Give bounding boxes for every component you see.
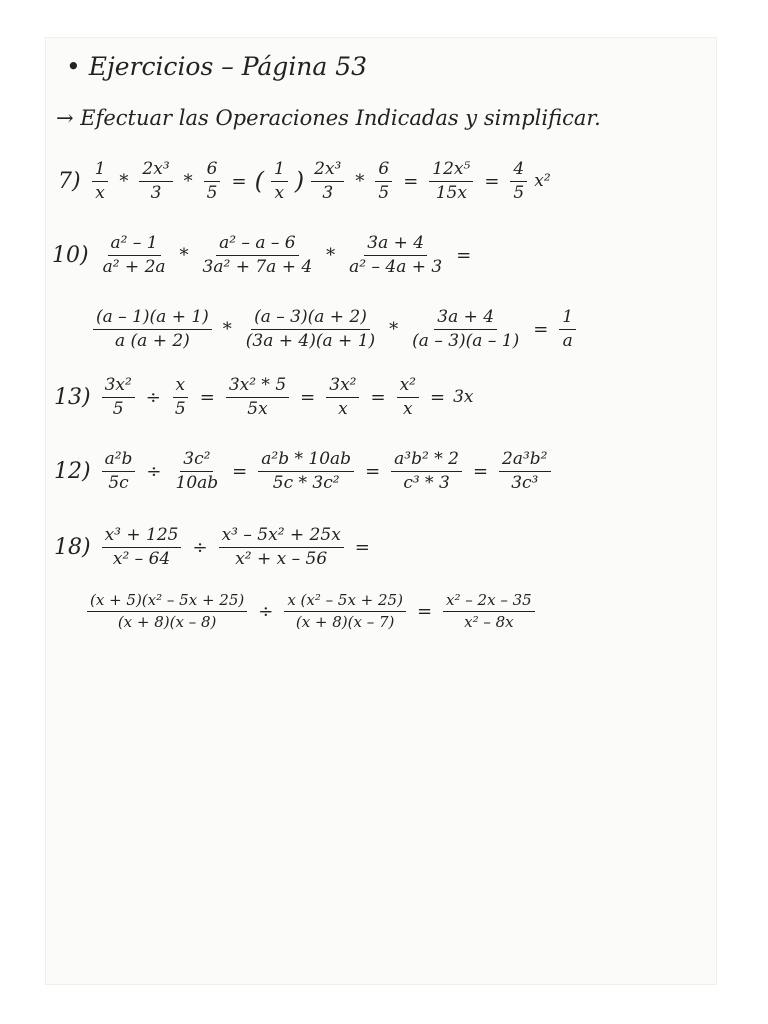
exercise-number: 10) (52, 242, 89, 268)
equals-sign: = (484, 170, 500, 192)
numerator: x² (397, 376, 419, 398)
numerator: x³ – 5x² + 25x (219, 526, 344, 548)
equals-sign: = (232, 460, 248, 482)
fraction (397, 376, 419, 418)
exercise-number: 13) (54, 384, 91, 410)
numerator: 3a + 4 (434, 308, 497, 330)
numerator: a³b² * 2 (391, 450, 462, 472)
exercise-7 (58, 160, 551, 202)
equals-sign: = (403, 170, 419, 192)
exercise-18 (54, 526, 376, 568)
fraction (139, 160, 172, 202)
denominator: x (338, 398, 348, 419)
operator: * (119, 170, 129, 192)
numerator: 2a³b² (499, 450, 550, 472)
operator: ÷ (192, 536, 208, 558)
denominator: 5 (513, 182, 525, 203)
equals-sign: = (456, 244, 472, 266)
instruction-line: → Efectuar las Operaciones Indicadas y simplificar. (56, 106, 601, 130)
exercise-10-step (88, 308, 581, 350)
fraction (326, 376, 359, 418)
fraction (92, 160, 109, 202)
fraction (93, 308, 212, 350)
fraction (271, 160, 288, 202)
numerator: a²b (102, 450, 136, 472)
equals-sign: = (354, 536, 370, 558)
denominator: c³ * 3 (403, 472, 450, 493)
denominator: 3c³ (511, 472, 539, 493)
denominator: 3 (150, 182, 162, 203)
numerator: a² – 1 (108, 234, 161, 256)
denominator: x (274, 182, 285, 203)
fraction (200, 234, 316, 276)
open-paren: ( (254, 167, 264, 196)
numerator: 3c² (180, 450, 213, 472)
equals-sign: = (416, 600, 433, 622)
numerator: 12x⁵ (429, 160, 473, 182)
fraction (258, 450, 354, 492)
result-term: 3x (453, 387, 474, 408)
denominator: x² + x – 56 (235, 548, 328, 569)
fraction (243, 308, 378, 350)
denominator: x² – 8x (464, 612, 514, 631)
exercise-number: 7) (58, 168, 81, 194)
operator: ÷ (146, 460, 162, 482)
numerator: x (x² – 5x + 25) (284, 592, 406, 612)
denominator: (a – 3)(a – 1) (412, 330, 520, 351)
fraction (102, 526, 182, 568)
numerator: x (173, 376, 189, 398)
equals-sign: = (365, 460, 381, 482)
numerator: 3x² * 5 (226, 376, 289, 398)
denominator: 5c * 3c² (272, 472, 340, 493)
denominator: a² + 2a (102, 256, 166, 277)
numerator: 3x² (102, 376, 135, 398)
equals-sign: = (472, 460, 489, 482)
fraction (219, 526, 344, 568)
exercise-10 (52, 234, 477, 276)
fraction (172, 376, 189, 418)
numerator: (x + 5)(x² – 5x + 25) (87, 592, 247, 612)
denominator: (3a + 4)(a + 1) (245, 330, 376, 351)
operator: * (222, 318, 232, 340)
numerator: 1 (92, 160, 109, 182)
fraction (102, 450, 136, 492)
denominator: a² – 4a + 3 (349, 256, 443, 277)
denominator: 5 (378, 182, 390, 203)
fraction (375, 160, 392, 202)
equals-sign: = (300, 386, 316, 408)
denominator: 3a² + 7a + 4 (202, 256, 313, 277)
fraction (443, 592, 535, 630)
numerator: a²b * 10ab (258, 450, 354, 472)
numerator: (a – 3)(a + 2) (251, 308, 370, 330)
equals-sign: = (370, 386, 386, 408)
numerator: 3a + 4 (364, 234, 427, 256)
denominator: 15x (435, 182, 467, 203)
equals-sign: = (533, 318, 549, 340)
denominator: 5 (206, 182, 218, 203)
fraction (284, 592, 406, 630)
denominator: (x + 8)(x – 8) (117, 612, 217, 631)
denominator: a (a + 2) (114, 330, 190, 351)
numerator: 2x³ (311, 160, 344, 182)
fraction (409, 308, 522, 350)
close-paren: ) (294, 167, 305, 196)
denominator: (x + 8)(x – 7) (295, 612, 395, 631)
result-term: x² (534, 171, 551, 192)
equals-sign: = (429, 386, 446, 408)
operator: ÷ (258, 600, 274, 622)
fraction (100, 234, 169, 276)
operator: * (389, 318, 399, 340)
denominator: 5 (174, 398, 186, 419)
fraction (102, 376, 135, 418)
denominator: x (95, 182, 105, 203)
fraction (173, 450, 222, 492)
page-title: • Ejercicios – Página 53 (66, 52, 368, 81)
exercise-number: 18) (54, 534, 91, 560)
denominator: x (402, 398, 413, 419)
numerator: 6 (375, 160, 392, 182)
operator: * (179, 244, 189, 266)
numerator: a² – a – 6 (216, 234, 299, 256)
fraction (510, 160, 527, 202)
exercise-number: 12) (54, 458, 91, 484)
exercise-12 (54, 450, 556, 492)
denominator: 5x (247, 398, 268, 419)
operator: * (355, 170, 365, 192)
fraction (429, 160, 473, 202)
numerator: 1 (559, 308, 576, 330)
numerator: 4 (510, 160, 527, 182)
denominator: 5c (108, 472, 129, 493)
fraction (311, 160, 344, 202)
exercise-13 (54, 376, 473, 418)
numerator: x³ + 125 (102, 526, 182, 548)
numerator: 6 (204, 160, 221, 182)
equals-sign: = (231, 170, 247, 192)
fraction (87, 592, 247, 630)
numerator: 3x² (326, 376, 359, 398)
denominator: x² – 64 (112, 548, 171, 569)
operator: * (326, 244, 336, 266)
equals-sign: = (199, 386, 215, 408)
denominator: 10ab (175, 472, 219, 493)
fraction (226, 376, 289, 418)
numerator: 2x³ (139, 160, 172, 182)
denominator: a (562, 330, 573, 351)
operator: ÷ (145, 386, 161, 408)
operator: * (183, 170, 193, 192)
fraction (204, 160, 221, 202)
fraction (391, 450, 462, 492)
numerator: (a – 1)(a + 1) (93, 308, 212, 330)
denominator: 3 (322, 182, 334, 203)
numerator: 1 (271, 160, 288, 182)
exercise-18-step (82, 592, 540, 630)
denominator: 5 (112, 398, 124, 419)
fraction (346, 234, 445, 276)
fraction (559, 308, 576, 350)
numerator: x² – 2x – 35 (443, 592, 535, 612)
fraction (499, 450, 550, 492)
